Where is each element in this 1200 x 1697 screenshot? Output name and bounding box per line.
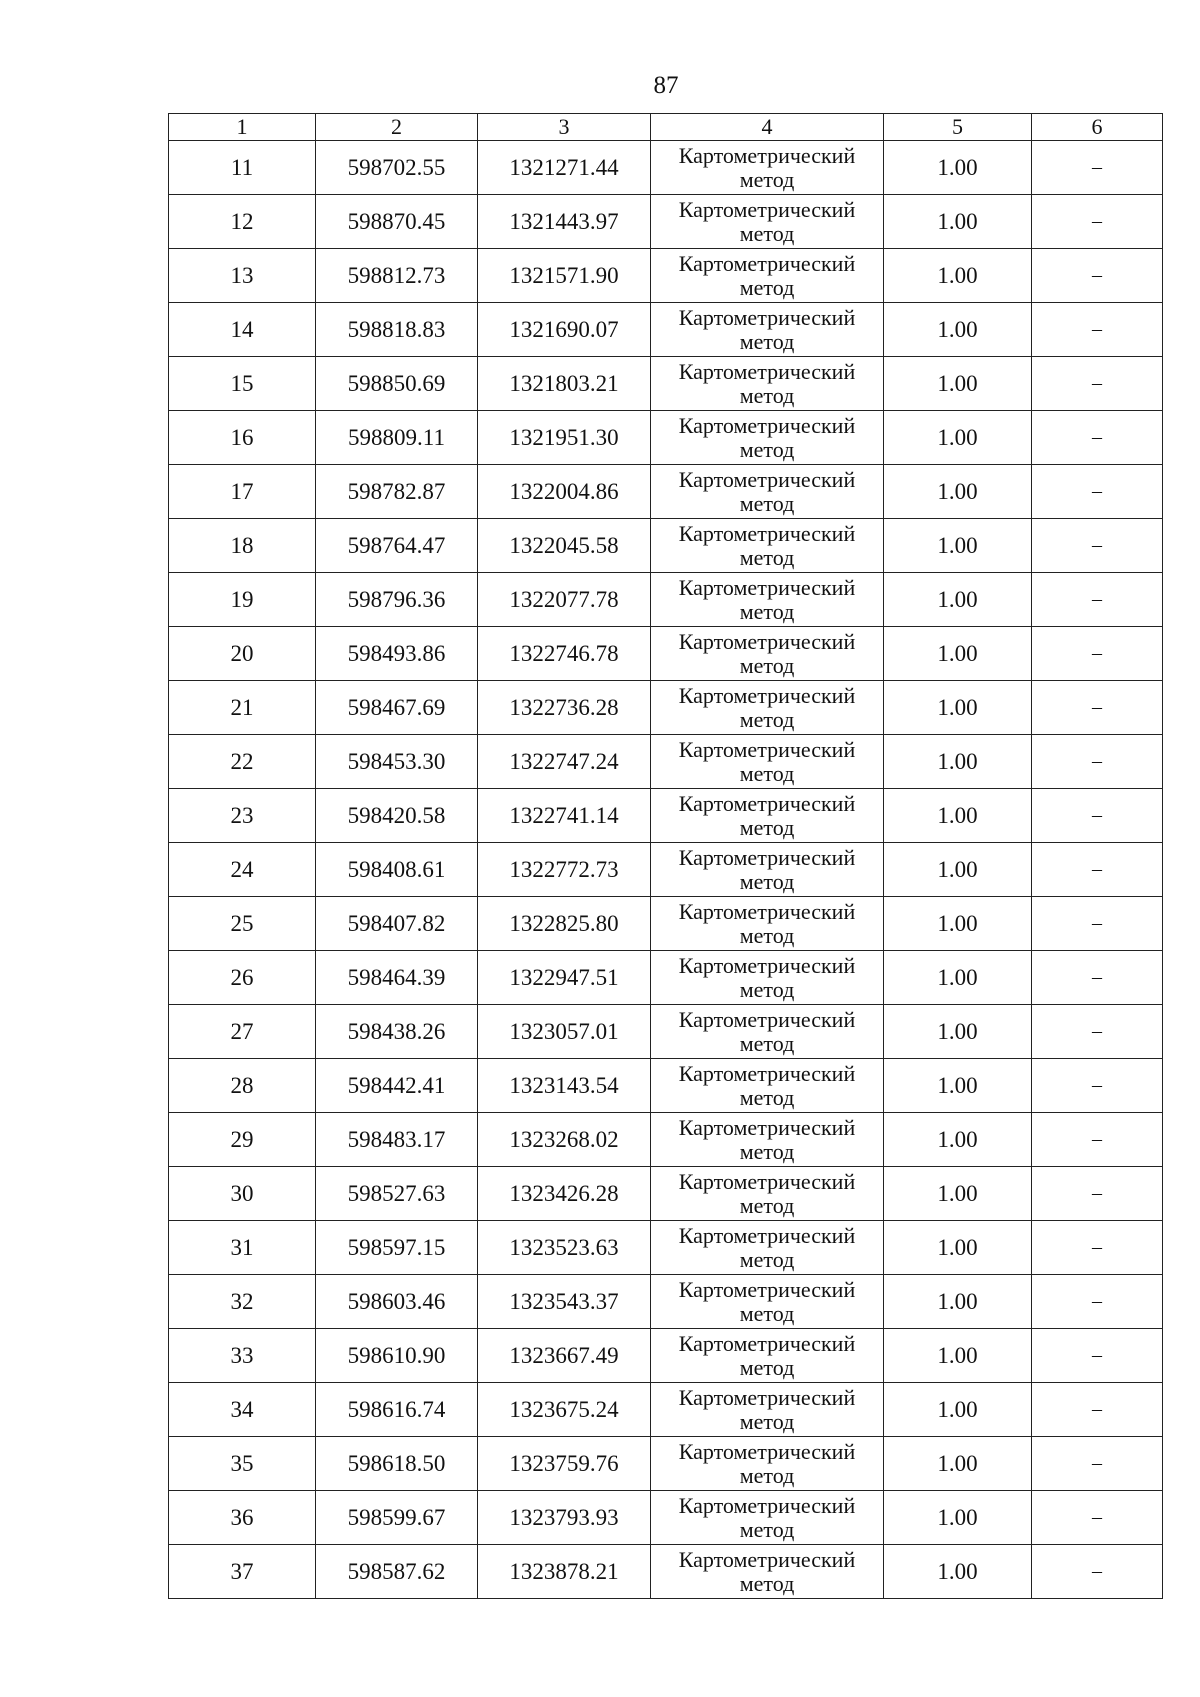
description-cell: –	[1032, 1059, 1163, 1113]
accuracy-cell: 1.00	[884, 627, 1032, 681]
x-coordinate-cell: 598818.83	[316, 303, 478, 357]
header-row	[169, 114, 1163, 141]
accuracy-cell: 1.00	[884, 573, 1032, 627]
method-cell	[651, 411, 884, 465]
description-cell: –	[1032, 735, 1163, 789]
accuracy-cell: 1.00	[884, 1383, 1032, 1437]
method-line-1: Картометрический	[678, 1492, 856, 1518]
table-row	[169, 411, 1163, 465]
method-line-2: метод	[739, 706, 795, 732]
method-line-1: Картометрический	[678, 250, 856, 276]
y-coordinate-cell: 1321951.30	[478, 411, 651, 465]
accuracy-cell: 1.00	[884, 1221, 1032, 1275]
method-cell	[651, 249, 884, 303]
description-cell: –	[1032, 1167, 1163, 1221]
method-line-1: Картометрический	[678, 358, 856, 384]
method-line-2: метод	[739, 922, 795, 948]
accuracy-cell: 1.00	[884, 735, 1032, 789]
method-line-2: метод	[739, 544, 795, 570]
x-coordinate-cell: 598483.17	[316, 1113, 478, 1167]
accuracy-cell: 1.00	[884, 195, 1032, 249]
accuracy-cell: 1.00	[884, 411, 1032, 465]
accuracy-cell: 1.00	[884, 357, 1032, 411]
method-line-1: Картометрический	[678, 1060, 856, 1086]
y-coordinate-cell: 1323667.49	[478, 1329, 651, 1383]
accuracy-cell: 1.00	[884, 303, 1032, 357]
x-coordinate-cell: 598453.30	[316, 735, 478, 789]
table-row	[169, 843, 1163, 897]
method-line-1: Картометрический	[678, 466, 856, 492]
y-coordinate-cell: 1322747.24	[478, 735, 651, 789]
point-number-cell: 16	[169, 411, 316, 465]
header-cell-2: 2	[316, 114, 478, 141]
accuracy-cell: 1.00	[884, 141, 1032, 195]
table-row	[169, 465, 1163, 519]
table-row	[169, 1491, 1163, 1545]
description-cell: –	[1032, 789, 1163, 843]
description-cell: –	[1032, 411, 1163, 465]
accuracy-cell: 1.00	[884, 1005, 1032, 1059]
y-coordinate-cell: 1322825.80	[478, 897, 651, 951]
accuracy-cell: 1.00	[884, 1113, 1032, 1167]
point-number-cell: 26	[169, 951, 316, 1005]
method-cell	[651, 1437, 884, 1491]
x-coordinate-cell: 598610.90	[316, 1329, 478, 1383]
y-coordinate-cell: 1323675.24	[478, 1383, 651, 1437]
x-coordinate-cell: 598782.87	[316, 465, 478, 519]
method-line-1: Картометрический	[678, 1330, 856, 1356]
method-line-2: метод	[739, 1462, 795, 1488]
description-cell: –	[1032, 681, 1163, 735]
description-cell: –	[1032, 897, 1163, 951]
x-coordinate-cell: 598603.46	[316, 1275, 478, 1329]
method-line-1: Картометрический	[678, 790, 856, 816]
x-coordinate-cell: 598796.36	[316, 573, 478, 627]
x-coordinate-cell: 598464.39	[316, 951, 478, 1005]
method-cell	[651, 1221, 884, 1275]
page-number: 87	[653, 72, 679, 99]
point-number-cell: 34	[169, 1383, 316, 1437]
x-coordinate-cell: 598408.61	[316, 843, 478, 897]
method-line-1: Картометрический	[678, 682, 856, 708]
method-line-2: метод	[739, 436, 795, 462]
x-coordinate-cell: 598702.55	[316, 141, 478, 195]
table-row	[169, 249, 1163, 303]
method-line-2: метод	[739, 382, 795, 408]
description-cell: –	[1032, 249, 1163, 303]
table-row	[169, 951, 1163, 1005]
method-line-2: метод	[739, 1354, 795, 1380]
description-cell: –	[1032, 1275, 1163, 1329]
x-coordinate-cell: 598527.63	[316, 1167, 478, 1221]
table-row	[169, 1059, 1163, 1113]
x-coordinate-cell: 598493.86	[316, 627, 478, 681]
method-line-2: метод	[739, 1138, 795, 1164]
table-row	[169, 357, 1163, 411]
point-number-cell: 12	[169, 195, 316, 249]
point-number-cell: 29	[169, 1113, 316, 1167]
method-line-2: метод	[739, 1030, 795, 1056]
coordinates-table	[168, 113, 1163, 1599]
y-coordinate-cell: 1323426.28	[478, 1167, 651, 1221]
header-cell-3: 3	[478, 114, 651, 141]
method-cell	[651, 1005, 884, 1059]
accuracy-cell: 1.00	[884, 951, 1032, 1005]
y-coordinate-cell: 1321690.07	[478, 303, 651, 357]
table-row	[169, 303, 1163, 357]
x-coordinate-cell: 598438.26	[316, 1005, 478, 1059]
method-line-2: метод	[739, 1300, 795, 1326]
method-cell	[651, 897, 884, 951]
x-coordinate-cell: 598407.82	[316, 897, 478, 951]
y-coordinate-cell: 1323878.21	[478, 1545, 651, 1599]
description-cell: –	[1032, 1545, 1163, 1599]
method-cell	[651, 1167, 884, 1221]
point-number-cell: 20	[169, 627, 316, 681]
point-number-cell: 11	[169, 141, 316, 195]
x-coordinate-cell: 598587.62	[316, 1545, 478, 1599]
description-cell: –	[1032, 1329, 1163, 1383]
method-line-1: Картометрический	[678, 196, 856, 222]
description-cell: –	[1032, 573, 1163, 627]
table-row	[169, 1329, 1163, 1383]
description-cell: –	[1032, 1113, 1163, 1167]
accuracy-cell: 1.00	[884, 681, 1032, 735]
point-number-cell: 37	[169, 1545, 316, 1599]
method-cell	[651, 843, 884, 897]
table-row	[169, 1221, 1163, 1275]
header-cell-6: 6	[1032, 114, 1163, 141]
method-line-1: Картометрический	[678, 898, 856, 924]
accuracy-cell: 1.00	[884, 249, 1032, 303]
method-line-1: Картометрический	[678, 1168, 856, 1194]
x-coordinate-cell: 598812.73	[316, 249, 478, 303]
point-number-cell: 35	[169, 1437, 316, 1491]
method-line-1: Картометрический	[678, 142, 856, 168]
point-number-cell: 24	[169, 843, 316, 897]
description-cell: –	[1032, 141, 1163, 195]
table-body	[169, 114, 1163, 1599]
method-line-1: Картометрический	[678, 1438, 856, 1464]
x-coordinate-cell: 598467.69	[316, 681, 478, 735]
method-line-1: Картометрический	[678, 1276, 856, 1302]
point-number-cell: 28	[169, 1059, 316, 1113]
y-coordinate-cell: 1323143.54	[478, 1059, 651, 1113]
y-coordinate-cell: 1321271.44	[478, 141, 651, 195]
y-coordinate-cell: 1322947.51	[478, 951, 651, 1005]
table-row	[169, 573, 1163, 627]
y-coordinate-cell: 1321571.90	[478, 249, 651, 303]
method-line-1: Картометрический	[678, 844, 856, 870]
method-line-1: Картометрический	[678, 1546, 856, 1572]
y-coordinate-cell: 1322077.78	[478, 573, 651, 627]
method-cell	[651, 1491, 884, 1545]
method-line-2: метод	[739, 220, 795, 246]
method-cell	[651, 1545, 884, 1599]
y-coordinate-cell: 1323523.63	[478, 1221, 651, 1275]
accuracy-cell: 1.00	[884, 465, 1032, 519]
x-coordinate-cell: 598870.45	[316, 195, 478, 249]
description-cell: –	[1032, 303, 1163, 357]
point-number-cell: 32	[169, 1275, 316, 1329]
method-cell	[651, 789, 884, 843]
accuracy-cell: 1.00	[884, 1329, 1032, 1383]
method-line-1: Картометрический	[678, 412, 856, 438]
accuracy-cell: 1.00	[884, 519, 1032, 573]
point-number-cell: 17	[169, 465, 316, 519]
y-coordinate-cell: 1321443.97	[478, 195, 651, 249]
method-cell	[651, 519, 884, 573]
table-row	[169, 897, 1163, 951]
table-row	[169, 735, 1163, 789]
y-coordinate-cell: 1322045.58	[478, 519, 651, 573]
x-coordinate-cell: 598597.15	[316, 1221, 478, 1275]
point-number-cell: 18	[169, 519, 316, 573]
x-coordinate-cell: 598618.50	[316, 1437, 478, 1491]
y-coordinate-cell: 1323057.01	[478, 1005, 651, 1059]
x-coordinate-cell: 598442.41	[316, 1059, 478, 1113]
header-cell-1: 1	[169, 114, 316, 141]
point-number-cell: 22	[169, 735, 316, 789]
method-line-1: Картометрический	[678, 574, 856, 600]
description-cell: –	[1032, 465, 1163, 519]
point-number-cell: 33	[169, 1329, 316, 1383]
method-cell	[651, 627, 884, 681]
method-line-2: метод	[739, 598, 795, 624]
method-cell	[651, 141, 884, 195]
y-coordinate-cell: 1322741.14	[478, 789, 651, 843]
description-cell: –	[1032, 1491, 1163, 1545]
table-row	[169, 1113, 1163, 1167]
method-line-2: метод	[739, 274, 795, 300]
table-row	[169, 681, 1163, 735]
method-cell	[651, 1383, 884, 1437]
method-line-1: Картометрический	[678, 1384, 856, 1410]
point-number-cell: 15	[169, 357, 316, 411]
y-coordinate-cell: 1321803.21	[478, 357, 651, 411]
method-line-2: метод	[739, 652, 795, 678]
method-line-2: метод	[739, 1246, 795, 1272]
method-cell	[651, 681, 884, 735]
table-row	[169, 1383, 1163, 1437]
method-line-1: Картометрический	[678, 736, 856, 762]
y-coordinate-cell: 1322772.73	[478, 843, 651, 897]
point-number-cell: 13	[169, 249, 316, 303]
accuracy-cell: 1.00	[884, 1275, 1032, 1329]
accuracy-cell: 1.00	[884, 789, 1032, 843]
point-number-cell: 23	[169, 789, 316, 843]
method-line-1: Картометрический	[678, 1114, 856, 1140]
table-row	[169, 627, 1163, 681]
description-cell: –	[1032, 843, 1163, 897]
table-row	[169, 1005, 1163, 1059]
y-coordinate-cell: 1323268.02	[478, 1113, 651, 1167]
description-cell: –	[1032, 1005, 1163, 1059]
method-cell	[651, 735, 884, 789]
method-line-1: Картометрический	[678, 952, 856, 978]
method-cell	[651, 1113, 884, 1167]
method-line-2: метод	[739, 328, 795, 354]
y-coordinate-cell: 1322004.86	[478, 465, 651, 519]
method-line-2: метод	[739, 1570, 795, 1596]
description-cell: –	[1032, 357, 1163, 411]
accuracy-cell: 1.00	[884, 897, 1032, 951]
y-coordinate-cell: 1322736.28	[478, 681, 651, 735]
method-line-1: Картометрический	[678, 304, 856, 330]
method-line-2: метод	[739, 760, 795, 786]
method-line-1: Картометрический	[678, 628, 856, 654]
point-number-cell: 27	[169, 1005, 316, 1059]
point-number-cell: 30	[169, 1167, 316, 1221]
method-cell	[651, 1329, 884, 1383]
y-coordinate-cell: 1323543.37	[478, 1275, 651, 1329]
x-coordinate-cell: 598599.67	[316, 1491, 478, 1545]
table-row	[169, 195, 1163, 249]
table-row	[169, 1437, 1163, 1491]
point-number-cell: 21	[169, 681, 316, 735]
description-cell: –	[1032, 195, 1163, 249]
point-number-cell: 14	[169, 303, 316, 357]
description-cell: –	[1032, 627, 1163, 681]
accuracy-cell: 1.00	[884, 1491, 1032, 1545]
accuracy-cell: 1.00	[884, 1437, 1032, 1491]
method-line-2: метод	[739, 1084, 795, 1110]
method-cell	[651, 303, 884, 357]
x-coordinate-cell: 598809.11	[316, 411, 478, 465]
method-cell	[651, 1275, 884, 1329]
table-row	[169, 141, 1163, 195]
method-cell	[651, 357, 884, 411]
method-line-2: метод	[739, 868, 795, 894]
accuracy-cell: 1.00	[884, 1545, 1032, 1599]
description-cell: –	[1032, 1221, 1163, 1275]
x-coordinate-cell: 598616.74	[316, 1383, 478, 1437]
description-cell: –	[1032, 519, 1163, 573]
table-row	[169, 1545, 1163, 1599]
x-coordinate-cell: 598850.69	[316, 357, 478, 411]
table-row	[169, 519, 1163, 573]
table-row	[169, 1167, 1163, 1221]
table-row	[169, 1275, 1163, 1329]
method-line-1: Картометрический	[678, 520, 856, 546]
header-cell-5: 5	[884, 114, 1032, 141]
y-coordinate-cell: 1323759.76	[478, 1437, 651, 1491]
method-cell	[651, 573, 884, 627]
method-line-1: Картометрический	[678, 1006, 856, 1032]
method-cell	[651, 465, 884, 519]
method-line-2: метод	[739, 1408, 795, 1434]
description-cell: –	[1032, 1437, 1163, 1491]
method-cell	[651, 1059, 884, 1113]
y-coordinate-cell: 1323793.93	[478, 1491, 651, 1545]
point-number-cell: 19	[169, 573, 316, 627]
point-number-cell: 36	[169, 1491, 316, 1545]
method-line-2: метод	[739, 814, 795, 840]
method-line-2: метод	[739, 1516, 795, 1542]
description-cell: –	[1032, 951, 1163, 1005]
table-row	[169, 789, 1163, 843]
method-line-1: Картометрический	[678, 1222, 856, 1248]
method-cell	[651, 951, 884, 1005]
accuracy-cell: 1.00	[884, 1167, 1032, 1221]
method-cell	[651, 195, 884, 249]
x-coordinate-cell: 598420.58	[316, 789, 478, 843]
accuracy-cell: 1.00	[884, 1059, 1032, 1113]
method-line-2: метод	[739, 976, 795, 1002]
description-cell: –	[1032, 1383, 1163, 1437]
point-number-cell: 31	[169, 1221, 316, 1275]
method-line-2: метод	[739, 490, 795, 516]
method-line-2: метод	[739, 1192, 795, 1218]
method-line-2: метод	[739, 166, 795, 192]
header-cell-4: 4	[651, 114, 884, 141]
y-coordinate-cell: 1322746.78	[478, 627, 651, 681]
point-number-cell: 25	[169, 897, 316, 951]
x-coordinate-cell: 598764.47	[316, 519, 478, 573]
accuracy-cell: 1.00	[884, 843, 1032, 897]
